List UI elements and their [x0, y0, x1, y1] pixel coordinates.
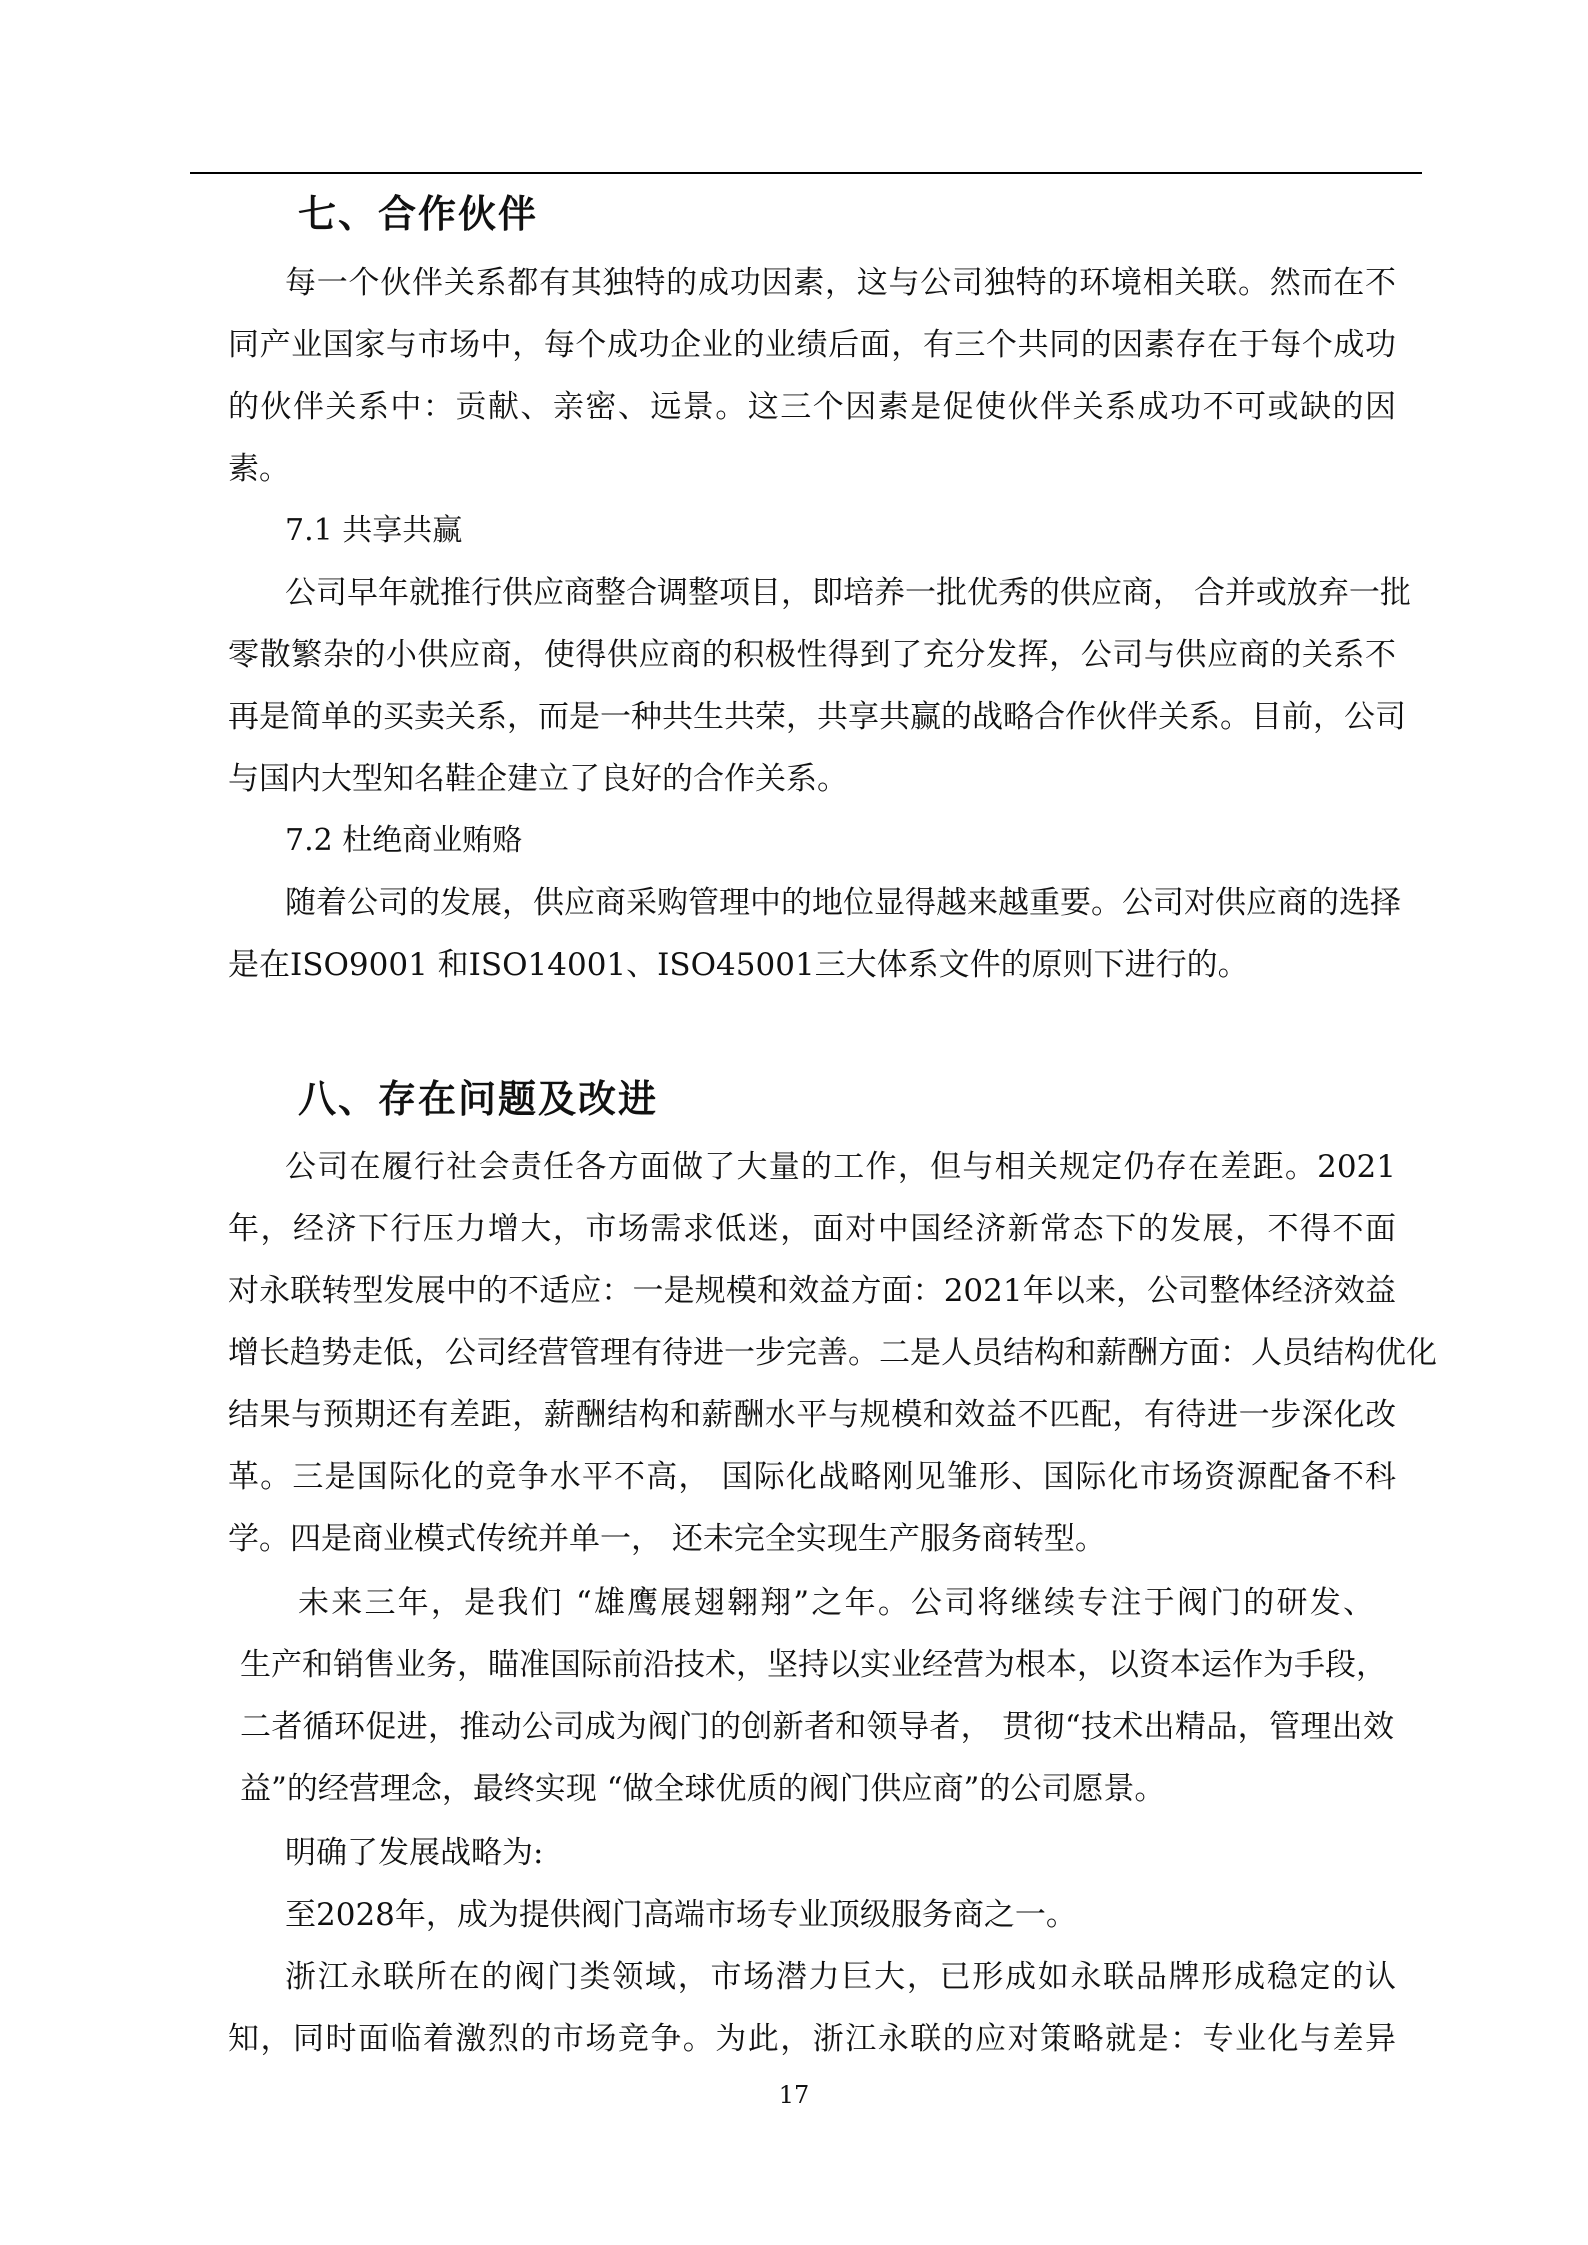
- s7-intro-line-1: 每一个伙伴关系都有其独特的成功因素，这与公司独特的环境相关联。然而在不: [285, 265, 1396, 301]
- s8-p1-line-3: 对永联转型发展中的不适应：一是规模和效益方面：2021年以来，公司整体经济效益: [228, 1273, 1396, 1309]
- s7-2-line-2: 是在ISO9001 和ISO14001、ISO45001三大体系文件的原则下进行的。: [228, 947, 1249, 983]
- s8-p3-line-2: 知，同时面临着激烈的市场竞争。为此，浙江永联的应对策略就是：专业化与差异: [228, 2021, 1396, 2057]
- s7-1-line-3: 再是简单的买卖关系，而是一种共生共荣，共享共赢的战略合作伙伴关系。目前，公司: [228, 699, 1406, 735]
- subsection-7-1-heading: 7.1 共享共赢: [285, 513, 463, 548]
- page-number: 17: [778, 2081, 810, 2109]
- s8-p1-line-2: 年，经济下行压力增大，市场需求低迷，面对中国经济新常态下的发展，不得不面: [228, 1211, 1396, 1247]
- strategy-goal: 至2028年，成为提供阀门高端市场专业顶级服务商之一。: [285, 1897, 1077, 1933]
- s8-p1-line-5: 结果与预期还有差距，薪酬结构和薪酬水平与规模和效益不匹配，有待进一步深化改: [228, 1397, 1396, 1433]
- s8-p2-line-4: 益”的经营理念，最终实现 “做全球优质的阀门供应商”的公司愿景。: [240, 1771, 1166, 1807]
- s8-p2-line-1: 未来三年，是我们 “雄鹰展翅翱翔”之年。公司将继续专注于阀门的研发、: [298, 1585, 1374, 1621]
- s8-p2-line-3: 二者循环促进，推动公司成为阀门的创新者和领导者， 贯彻“技术出精品，管理出效: [240, 1709, 1394, 1745]
- s8-p1-line-6: 革。三是国际化的竞争水平不高， 国际化战略刚见雏形、国际化市场资源配备不科: [228, 1459, 1396, 1495]
- s7-2-line-1: 随着公司的发展，供应商采购管理中的地位显得越来越重要。公司对供应商的选择: [285, 885, 1401, 921]
- s8-p1-line-1: 公司在履行社会责任各方面做了大量的工作，但与相关规定仍存在差距。2021: [285, 1149, 1396, 1185]
- section-7-heading: 七、合作伙伴: [298, 191, 539, 236]
- section-8-heading: 八、存在问题及改进: [298, 1076, 659, 1121]
- subsection-7-2-heading: 7.2 杜绝商业贿赂: [285, 823, 523, 858]
- s7-intro-line-3: 的伙伴关系中：贡献、亲密、远景。这三个因素是促使伙伴关系成功不可或缺的因: [228, 389, 1396, 425]
- s7-1-line-2: 零散繁杂的小供应商，使得供应商的积极性得到了充分发挥，公司与供应商的关系不: [228, 637, 1396, 673]
- s8-p1-line-4: 增长趋势走低，公司经营管理有待进一步完善。二是人员结构和薪酬方面：人员结构优化: [228, 1335, 1437, 1371]
- s7-1-line-1: 公司早年就推行供应商整合调整项目，即培养一批优秀的供应商， 合并或放弃一批: [285, 575, 1411, 611]
- strategy-label: 明确了发展战略为:: [285, 1835, 544, 1871]
- header-rule: [190, 172, 1422, 174]
- s8-p1-line-7: 学。四是商业模式传统并单一， 还未完全实现生产服务商转型。: [228, 1521, 1106, 1557]
- s7-intro-line-4: 素。: [228, 451, 290, 487]
- s8-p3-line-1: 浙江永联所在的阀门类领域，市场潜力巨大，已形成如永联品牌形成稳定的认: [285, 1959, 1396, 1995]
- s7-1-line-4: 与国内大型知名鞋企建立了良好的合作关系。: [228, 761, 848, 797]
- s7-intro-line-2: 同产业国家与市场中，每个成功企业的业绩后面，有三个共同的因素存在于每个成功: [228, 327, 1396, 363]
- s8-p2-line-2: 生产和销售业务，瞄准国际前沿技术，坚持以实业经营为根本，以资本运作为手段，: [240, 1647, 1387, 1683]
